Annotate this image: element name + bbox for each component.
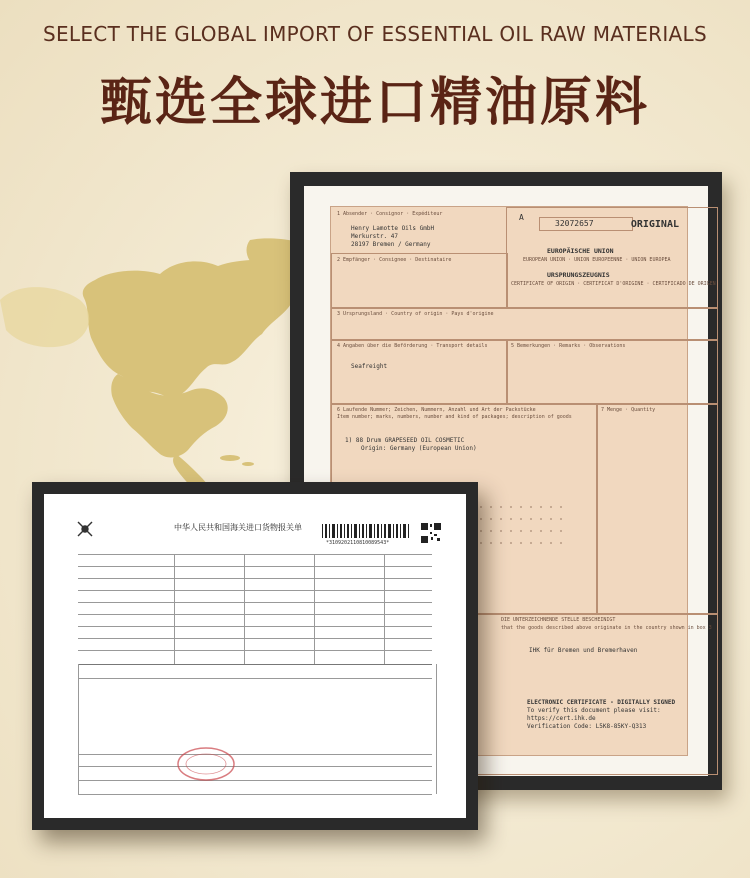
document-type: URSPRUNGSZEUGNIS: [547, 271, 610, 279]
customs-declaration-mat: [44, 494, 466, 818]
goods-description: 1) 88 Drum GRAPESEED OIL COSMETIC: [345, 437, 465, 444]
customs-declaration: [64, 514, 446, 798]
consignor-city: 28197 Bremen / Germany: [351, 241, 431, 248]
barcode: [322, 524, 412, 538]
embossed-seal-pattern: [461, 497, 581, 567]
transport-mode: Seafreight: [351, 363, 388, 370]
certificate-number: 32072657: [555, 219, 594, 228]
verify-url: https://cert.ihk.de: [527, 715, 596, 722]
electronic-note: ELECTRONIC CERTIFICATE - DIGITALLY SIGNED: [527, 699, 676, 706]
chamber-name: IHK für Bremen und Bremerhaven: [529, 647, 638, 654]
world-map-illustration: [0, 240, 340, 500]
goods-origin: Origin: Germany (European Union): [361, 445, 477, 452]
customs-emblem-icon: [74, 518, 96, 540]
document-type-subtitle: CERTIFICATE OF ORIGIN · CERTIFICAT D'ORIGINE · CERTIFICADO DE ORIGEN: [511, 281, 716, 287]
original-badge: ORIGINAL: [630, 219, 679, 230]
verify-code: Verification Code: L5K8-85KY-Q313: [527, 723, 647, 730]
verify-note: To verify this document please visit:: [527, 707, 661, 714]
page-title: 甄选全球进口精油原料: [99, 73, 650, 133]
authority-title: EUROPÄISCHE UNION: [547, 247, 614, 255]
authority-subtitle: EUROPEAN UNION · UNION EUROPEENNE · UNION EUROPEA: [523, 257, 671, 263]
declaration-code: *3109202110810089543*: [326, 540, 390, 546]
page-subtitle: SELECT THE GLOBAL IMPORT OF ESSENTIAL OIL RAW MATERIALS: [43, 22, 707, 46]
certificate-of-origin: 1 Absender · Consignor · Expéditeur Henry Lamotte Oils GmbH Merkurstr. 47 28197 Bremen / Germany A 32072657 ORIGINAL EUROPÄISCHE UNION EUROPEAN UNION · UNION EUROPEENNE · UNION EUROPEA URSPRUNGSZEUGNIS CERTIFICATE OF ORIGIN · CERTIFICAT D'ORIGINE · CERTIFICADO DE ORIGEN 2 Empfänger · Consignee · Destinataire 3 Ursprungsland · Country of origin · Pays d'origine 4 Angaben über die Beförderung · Transport details Seafreight 5 Bemerkungen · Remarks · Observations 6 Laufende Nummer; Zeichen, Nummern, Anzahl und Art der Packstücke Item number; marks, numbers, number and kind of packages; description of goods 1) 88 Drum GRAPESEED OIL COSMETIC Origin: Germany (European Union) 7 Menge · Quantity DIE UNTERZEICHNENDE STELLE BESCHEINIGT that the goods described above originate in the country shown in box 3 IHK für Bremen und Bremerhaven ELECTRONIC CERTIFICATE - DIGITALLY SIGNED To verify this document please visit: https://cert.ihk.de Verification Code: L5K8-85KY-Q313: [330, 206, 688, 756]
declaration-heading: 中华人民共和国海关进口货物报关单: [174, 523, 302, 532]
consignor-street: Merkurstr. 47: [351, 233, 398, 240]
qr-code: [420, 522, 442, 544]
customs-stamp: [174, 744, 238, 784]
consignor-name: Henry Lamotte Oils GmbH: [351, 225, 435, 232]
customs-declaration-frame: [32, 482, 478, 830]
